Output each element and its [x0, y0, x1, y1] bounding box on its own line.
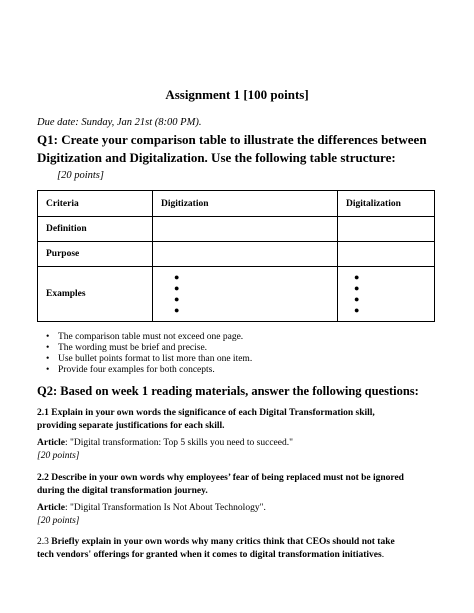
due-date: Due date: Sunday, Jan 21st (8:00 PM). [37, 117, 202, 128]
bullet-icon: ● [354, 272, 360, 282]
q23-line-1: Briefly explain in your own words why many critics think that CEOs should not take [48, 537, 395, 547]
bullet-icon: ● [354, 294, 360, 304]
q23-line-2: tech vendors' offerings for granted when it comes to digital transformation initiatives [37, 549, 382, 560]
bullet-icon: ● [174, 272, 180, 282]
q22-article-title: : "Digital Transformation Is Not About Technology". [64, 503, 266, 513]
q22-line-1: 2.2 Describe in your own words why employees’ fear of being replaced must not be ignored [37, 473, 404, 483]
row-label-examples: Examples [38, 267, 153, 322]
q1-line-1: Q1: Create your comparison table to illustrate the differences between [37, 132, 427, 147]
q1-points: [20 points] [57, 170, 104, 181]
q22-points: [20 points] [37, 515, 80, 526]
q2-heading: Q2: Based on week 1 reading materials, answer the following questions: [37, 384, 419, 398]
q22-question [37, 472, 404, 497]
cell-empty[interactable] [338, 242, 435, 267]
list-item: • The comparison table must not exceed one page. [58, 332, 252, 343]
header-digitalization: Digitalization [338, 191, 435, 217]
cell-empty[interactable] [338, 217, 435, 242]
cell-empty[interactable] [153, 242, 338, 267]
header-digitization: Digitization [153, 191, 338, 217]
q22-line-2: during the digital transformation journey. [37, 485, 208, 496]
list-item: • Use bullet points format to list more than one item. [58, 354, 252, 365]
table-row [38, 242, 435, 267]
list-item: • The wording must be brief and precise. [58, 343, 252, 354]
q23-question [37, 536, 395, 561]
q21-line-1: 2.1 Explain in your own words the significance of each Digital Transformation skill, [37, 408, 375, 418]
row-label-definition: Definition [38, 217, 153, 242]
cell-examples-digitization[interactable] [153, 267, 338, 322]
q22-article [37, 502, 266, 527]
article-label: Article [37, 503, 65, 513]
list-item: • Provide four examples for both concepts. [58, 365, 252, 376]
q21-line-2: providing separate justifications for each skill. [37, 420, 225, 431]
cell-examples-digitalization[interactable] [338, 267, 435, 322]
q23-end: . [381, 549, 385, 560]
article-label: Article [37, 438, 65, 448]
bullet-icon: ● [174, 294, 180, 304]
bullet-icon: ● [174, 305, 180, 315]
bullet-icon: ● [174, 283, 180, 293]
cell-empty[interactable] [153, 217, 338, 242]
q1-heading [37, 131, 427, 167]
q1-rules-list [58, 332, 252, 376]
row-label-purpose: Purpose [38, 242, 153, 267]
table-row [38, 217, 435, 242]
q1-line-2: Digitization and Digitalization. Use the following table structure: [37, 150, 396, 165]
table-header-row [38, 191, 435, 217]
q21-question [37, 407, 375, 432]
q21-article [37, 437, 293, 462]
table-row [38, 267, 435, 322]
bullet-icon: ● [354, 305, 360, 315]
q23-number: 2.3 [37, 537, 49, 547]
comparison-table [37, 190, 435, 322]
assignment-title: Assignment 1 [100 points] [165, 87, 309, 102]
q21-article-title: : "Digital transformation: Top 5 skills you need to succeed." [64, 438, 293, 448]
header-criteria: Criteria [38, 191, 153, 217]
q21-points: [20 points] [37, 450, 80, 461]
bullet-icon: ● [354, 283, 360, 293]
bullet-list [354, 272, 434, 316]
bullet-list [174, 272, 337, 316]
